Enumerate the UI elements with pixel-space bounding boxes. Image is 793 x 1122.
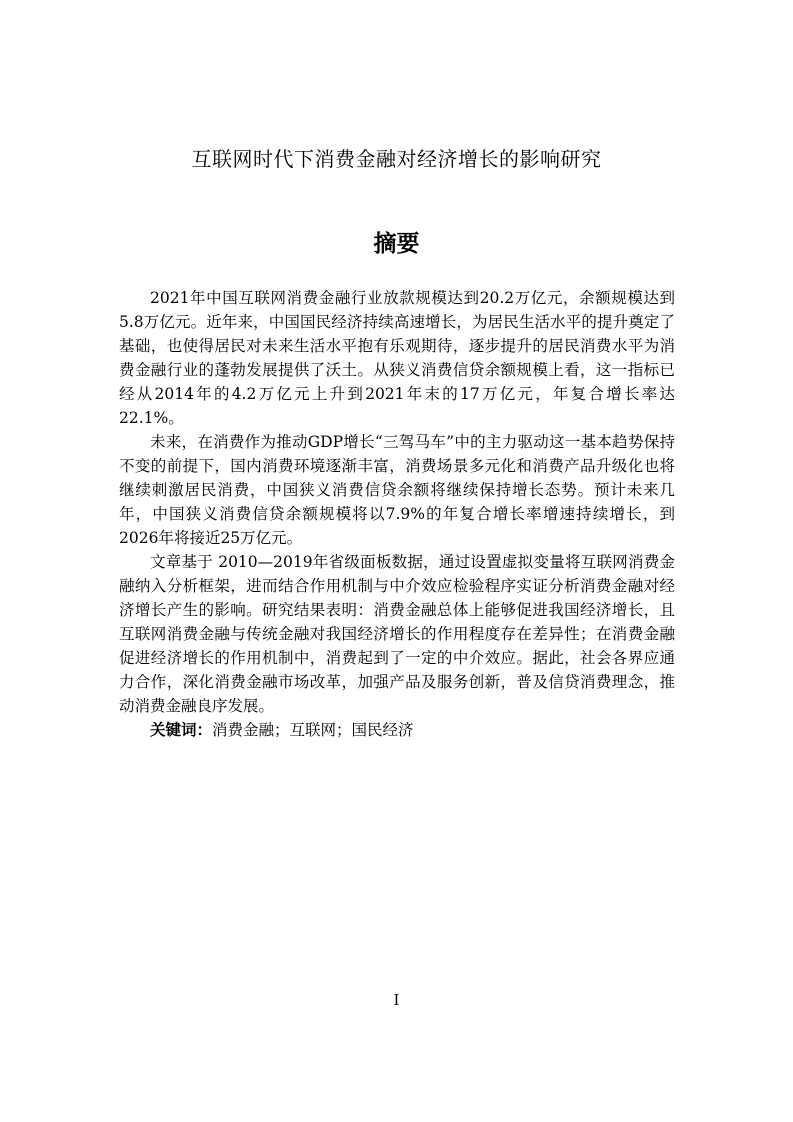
abstract-body [119,286,675,742]
abstract-heading: 摘要 [373,231,420,257]
abstract-paragraph-1: 2021年中国互联网消费金融行业放款规模达到20.2万亿元，余额规模达到5.8万亿元。近年来，中国国民经济持续高速增长，为居民生活水平的提升奠定了基础，也使得居民对未来生活水平抱有乐观期待，逐步提升的居民消费水平为消费金融行业的蓬勃发展提供了沃土。从狭义消费信贷余额规模上看，这一指标已经从2014年的4.2万亿元上升到2021年末的17万亿元，年复合增长率达22.1%。 [119,289,675,427]
page-number: I [393,991,400,1009]
keywords-line [119,718,675,742]
paper-title: 互联网时代下消费金融对经济增长的影响研究 [191,147,602,171]
keywords-label: 关键词： [150,721,213,739]
abstract-paragraph-2: 未来，在消费作为推动GDP增长“三驾马车”中的主力驱动这一基本趋势保持不变的前提下，国内消费环境逐渐丰富，消费场景多元化和消费产品升级化也将继续刺激居民消费，中国狭义消费信贷余额将继续保持增长态势。预计未来几年，中国狭义消费信贷余额规模将以7.9%的年复合增长率增速持续增长，到2026年将接近25万亿元。 [119,433,675,547]
abstract-paragraph-3: 文章基于 2010—2019年省级面板数据，通过设置虚拟变量将互联网消费金融纳入分析框架，进而结合作用机制与中介效应检验程序实证分析消费金融对经济增长产生的影响。研究结果表明：消费金融总体上能够促进我国经济增长，且互联网消费金融与传统金融对我国经济增长的作用程度存在差异性；在消费金融促进经济增长的作用机制中，消费起到了一定的中介效应。据此，社会各界应通力合作，深化消费金融市场改革，加强产品及服务创新，普及信贷消费理念，推动消费金融良序发展。 [119,553,675,715]
keywords-text: 消费金融；互联网；国民经济 [212,721,414,739]
